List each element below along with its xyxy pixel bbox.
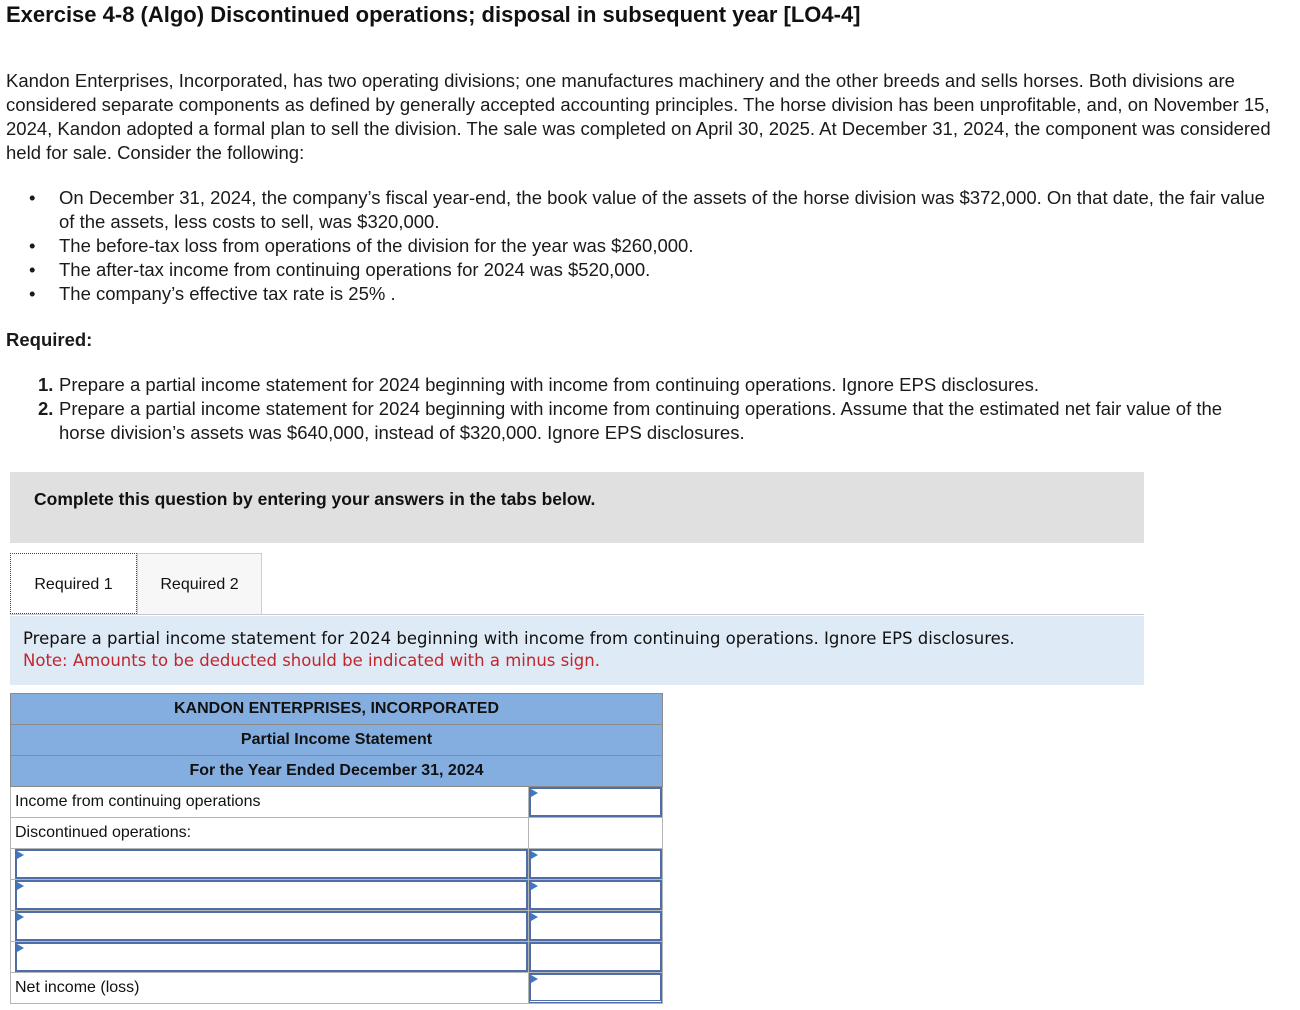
table-row <box>11 787 663 818</box>
statement-company: KANDON ENTERPRISES, INCORPORATED <box>11 694 663 725</box>
amount-cell <box>529 849 663 880</box>
label-cell <box>11 849 529 880</box>
net-income-amount-input[interactable] <box>531 975 660 1000</box>
instruction-text: Complete this question by entering your answers in the tabs below. <box>34 489 596 509</box>
table-row <box>11 942 663 973</box>
prompt-panel <box>10 616 1144 685</box>
item-number: 1. <box>38 374 54 395</box>
list-item: • On December 31, 2024, the company’s fiscal year-end, the book value of the assets of the horse division was $372,000. On that date, the fair value of the assets, less costs to sell, was $320,000. <box>29 186 1269 234</box>
tab-required-2[interactable]: Required 2 <box>137 553 262 614</box>
item-number: 2. <box>38 398 54 419</box>
list-item <box>38 397 1258 445</box>
discontinued-line-3-amount-input[interactable] <box>531 913 660 939</box>
list-item: • The before-tax loss from operations of the division for the year was $260,000. <box>29 234 1269 258</box>
prompt-text: Prepare a partial income statement for 2024 beginning with income from continuing operations. Ignore EPS disclosures. <box>23 629 1015 648</box>
discontinued-line-1-label-input[interactable] <box>17 851 526 877</box>
row-label-income-continuing: Income from continuing operations <box>11 787 529 818</box>
tab-required-1[interactable]: Required 1 <box>10 553 137 614</box>
facts-list <box>29 186 1269 306</box>
amount-cell <box>529 942 663 973</box>
tab-divider <box>10 614 1144 615</box>
row-label-discontinued: Discontinued operations: <box>11 818 529 849</box>
item-text: Prepare a partial income statement for 2024 beginning with income from continuing operations. Ignore EPS disclosures. <box>59 374 1040 395</box>
label-cell <box>11 911 529 942</box>
table-row <box>11 849 663 880</box>
table-row <box>11 880 663 911</box>
label-cell <box>11 942 529 973</box>
statement-name: Partial Income Statement <box>11 725 663 756</box>
amount-cell <box>529 787 663 818</box>
instruction-banner <box>10 472 1144 543</box>
discontinued-total-amount-input[interactable] <box>531 944 660 970</box>
amount-cell <box>529 973 663 1004</box>
discontinued-total-label-input[interactable] <box>17 944 526 970</box>
row-label-net-income: Net income (loss) <box>11 973 529 1004</box>
label-cell <box>11 880 529 911</box>
list-item: • The after-tax income from continuing operations for 2024 was $520,000. <box>29 258 1269 282</box>
intro-paragraph: Kandon Enterprises, Incorporated, has two operating divisions; one manufactures machinery and the other breeds and sells horses. Both divisions are considered separate components as defined by generally accepted accounting principles. The horse division has been unprofitable, and, on November 15, 2024, Kandon adopted a formal plan to sell the division. The sale was completed on April 30, 2025. At December 31, 2024, the component was considered held for sale. Consider the following: <box>6 70 1271 163</box>
amount-cell <box>529 880 663 911</box>
discontinued-line-1-amount-input[interactable] <box>531 851 660 877</box>
discontinued-line-2-label-input[interactable] <box>17 882 526 908</box>
table-row <box>11 911 663 942</box>
income-statement-table <box>10 693 663 1004</box>
list-item: • The company’s effective tax rate is 25% . <box>29 282 1269 306</box>
income-continuing-amount-input[interactable] <box>531 789 660 815</box>
required-heading: Required: <box>6 329 93 350</box>
statement-period: For the Year Ended December 31, 2024 <box>11 756 663 787</box>
amount-cell <box>529 911 663 942</box>
list-item <box>38 373 1258 397</box>
amount-cell-empty <box>529 818 663 849</box>
note-text: Note: Amounts to be deducted should be indicated with a minus sign. <box>23 651 600 670</box>
item-text: Prepare a partial income statement for 2024 beginning with income from continuing operations. Assume that the estimated net fair value of the horse division’s assets was $640,000, instead of $320,000. Ignore EPS disclosures. <box>59 398 1223 443</box>
discontinued-line-2-amount-input[interactable] <box>531 882 660 908</box>
required-list <box>38 373 1258 445</box>
table-row <box>11 973 663 1004</box>
page-title: Exercise 4-8 (Algo) Discontinued operations; disposal in subsequent year [LO4-4] <box>6 2 861 27</box>
discontinued-line-3-label-input[interactable] <box>17 913 526 939</box>
table-row <box>11 818 663 849</box>
